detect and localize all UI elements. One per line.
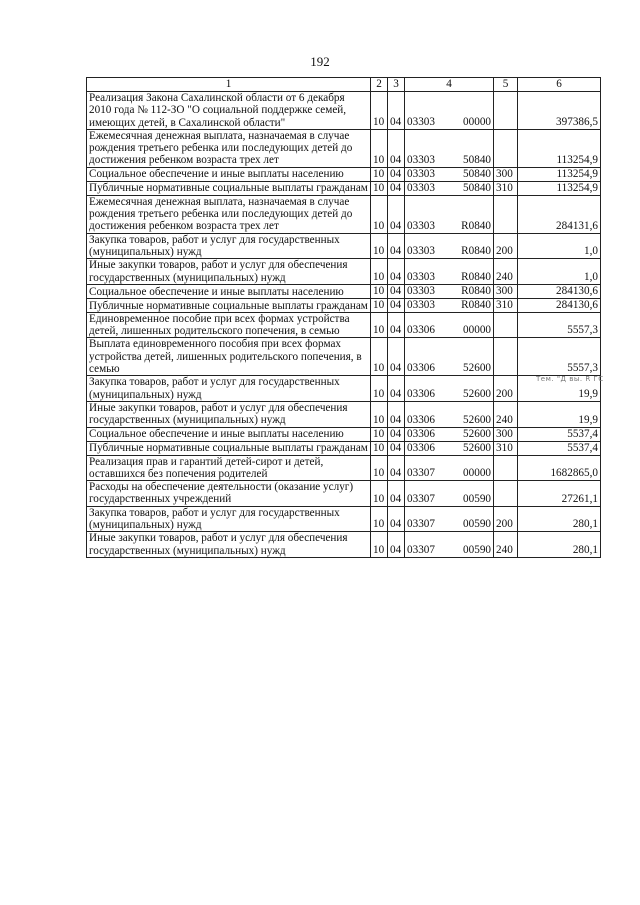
row-amount: 5537,4 — [518, 427, 601, 441]
row-section: 10 — [371, 376, 388, 402]
table-row — [87, 92, 601, 130]
row-section: 10 — [371, 481, 388, 507]
row-name: Публичные нормативные социальные выплаты гражданам — [87, 181, 371, 195]
row-expense-type: 240 — [494, 532, 518, 558]
row-target-direction: 00000 — [445, 455, 494, 481]
row-expense-type — [494, 92, 518, 130]
table-row — [87, 298, 601, 312]
row-subsection: 04 — [388, 195, 405, 233]
row-section: 10 — [371, 532, 388, 558]
row-target-program: 03307 — [405, 455, 445, 481]
row-amount: 19,9 — [518, 376, 601, 402]
row-target-program: 03303 — [405, 298, 445, 312]
row-target-program: 03306 — [405, 338, 445, 376]
row-expense-type: 240 — [494, 401, 518, 427]
table-row — [87, 129, 601, 167]
row-subsection: 04 — [388, 455, 405, 481]
row-section: 10 — [371, 298, 388, 312]
row-amount: 5557,3 — [518, 312, 601, 338]
row-section: 10 — [371, 284, 388, 298]
row-target-direction: 00000 — [445, 312, 494, 338]
row-name: Ежемесячная денежная выплата, назначаемая в случае рождения третьего ребенка или последующих детей до достижения ребенком возраста трех лет — [87, 129, 371, 167]
table-row — [87, 181, 601, 195]
row-target-program: 03303 — [405, 167, 445, 181]
table-row — [87, 441, 601, 455]
stamp-mark: Тем. "Д вы. R ГС — [536, 375, 604, 383]
row-target-direction: 00000 — [445, 92, 494, 130]
table-row — [87, 167, 601, 181]
row-subsection: 04 — [388, 167, 405, 181]
row-name: Социальное обеспечение и иные выплаты населению — [87, 167, 371, 181]
row-amount: 397386,5 — [518, 92, 601, 130]
row-expense-type: 200 — [494, 506, 518, 532]
row-target-program: 03303 — [405, 233, 445, 259]
table-row — [87, 376, 601, 402]
table-body — [87, 92, 601, 558]
row-subsection: 04 — [388, 338, 405, 376]
row-section: 10 — [371, 441, 388, 455]
row-name: Единовременное пособие при всех формах устройства детей, лишенных родительского попечения, в семью — [87, 312, 371, 338]
table-row — [87, 195, 601, 233]
row-subsection: 04 — [388, 376, 405, 402]
row-target-direction: R0840 — [445, 259, 494, 285]
row-target-direction: 50840 — [445, 167, 494, 181]
row-target-direction: 52600 — [445, 338, 494, 376]
row-expense-type — [494, 481, 518, 507]
page-number: 192 — [310, 54, 330, 69]
row-target-direction: R0840 — [445, 284, 494, 298]
row-name: Закупка товаров, работ и услуг для государственных (муниципальных) нужд — [87, 233, 371, 259]
row-expense-type: 300 — [494, 284, 518, 298]
row-target-program: 03307 — [405, 481, 445, 507]
row-amount: 1,0 — [518, 233, 601, 259]
row-target-direction: R0840 — [445, 298, 494, 312]
row-section: 10 — [371, 312, 388, 338]
row-name: Публичные нормативные социальные выплаты гражданам — [87, 441, 371, 455]
header-col-1: 1 — [87, 78, 371, 92]
row-target-program: 03303 — [405, 284, 445, 298]
header-col-3: 3 — [388, 78, 405, 92]
row-expense-type — [494, 338, 518, 376]
row-subsection: 04 — [388, 401, 405, 427]
table-header-row — [87, 78, 601, 92]
table-row — [87, 427, 601, 441]
row-name: Иные закупки товаров, работ и услуг для обеспечения государственных (муниципальных) нужд — [87, 259, 371, 285]
row-expense-type: 310 — [494, 181, 518, 195]
row-subsection: 04 — [388, 506, 405, 532]
header-col-6: 6 — [518, 78, 601, 92]
row-target-program: 03307 — [405, 506, 445, 532]
row-section: 10 — [371, 506, 388, 532]
row-amount: 113254,9 — [518, 167, 601, 181]
row-expense-type — [494, 195, 518, 233]
row-target-program: 03303 — [405, 259, 445, 285]
row-target-program: 03306 — [405, 441, 445, 455]
row-target-direction: 52600 — [445, 441, 494, 455]
table-row — [87, 455, 601, 481]
row-expense-type: 200 — [494, 376, 518, 402]
row-subsection: 04 — [388, 181, 405, 195]
row-target-direction: 52600 — [445, 427, 494, 441]
row-section: 10 — [371, 427, 388, 441]
row-expense-type: 310 — [494, 298, 518, 312]
table-row — [87, 338, 601, 376]
row-amount: 1682865,0 — [518, 455, 601, 481]
row-target-direction: 50840 — [445, 129, 494, 167]
row-amount: 280,1 — [518, 532, 601, 558]
row-subsection: 04 — [388, 129, 405, 167]
table-row — [87, 401, 601, 427]
row-amount: 284130,6 — [518, 298, 601, 312]
row-subsection: 04 — [388, 481, 405, 507]
row-subsection: 04 — [388, 284, 405, 298]
row-target-direction: 52600 — [445, 401, 494, 427]
row-target-program: 03306 — [405, 401, 445, 427]
row-target-direction: 50840 — [445, 181, 494, 195]
row-target-direction: 00590 — [445, 532, 494, 558]
row-amount: 113254,9 — [518, 181, 601, 195]
row-name: Социальное обеспечение и иные выплаты населению — [87, 284, 371, 298]
table-row — [87, 481, 601, 507]
row-subsection: 04 — [388, 532, 405, 558]
row-expense-type — [494, 129, 518, 167]
row-name: Реализация Закона Сахалинской области от 6 декабря 2010 года № 112-ЗО "О социальной поддержке семей, имеющих детей, в Сахалинской области" — [87, 92, 371, 130]
row-section: 10 — [371, 338, 388, 376]
row-amount: 1,0 — [518, 259, 601, 285]
table-row — [87, 312, 601, 338]
row-name: Иные закупки товаров, работ и услуг для обеспечения государственных (муниципальных) нужд — [87, 532, 371, 558]
row-expense-type: 300 — [494, 167, 518, 181]
table-row — [87, 506, 601, 532]
row-target-program: 03307 — [405, 532, 445, 558]
row-name: Выплата единовременного пособия при всех формах устройства детей, лишенных родительского попечения, в семью — [87, 338, 371, 376]
row-section: 10 — [371, 233, 388, 259]
row-target-program: 03306 — [405, 376, 445, 402]
row-name: Расходы на обеспечение деятельности (оказание услуг) государственных учреждений — [87, 481, 371, 507]
row-name: Закупка товаров, работ и услуг для государственных (муниципальных) нужд — [87, 506, 371, 532]
row-target-program: 03303 — [405, 181, 445, 195]
table-row — [87, 233, 601, 259]
row-amount: 284131,6 — [518, 195, 601, 233]
table-row — [87, 284, 601, 298]
row-target-direction: 00590 — [445, 481, 494, 507]
row-section: 10 — [371, 259, 388, 285]
row-name: Публичные нормативные социальные выплаты гражданам — [87, 298, 371, 312]
row-subsection: 04 — [388, 92, 405, 130]
row-expense-type: 300 — [494, 427, 518, 441]
row-expense-type: 240 — [494, 259, 518, 285]
row-section: 10 — [371, 129, 388, 167]
row-section: 10 — [371, 455, 388, 481]
row-subsection: 04 — [388, 259, 405, 285]
row-subsection: 04 — [388, 233, 405, 259]
row-target-direction: R0840 — [445, 233, 494, 259]
table-row — [87, 532, 601, 558]
row-subsection: 04 — [388, 312, 405, 338]
header-col-4: 4 — [405, 78, 494, 92]
header-col-2: 2 — [371, 78, 388, 92]
row-name: Закупка товаров, работ и услуг для государственных (муниципальных) нужд — [87, 376, 371, 402]
row-section: 10 — [371, 401, 388, 427]
row-amount: 5537,4 — [518, 441, 601, 455]
row-target-program: 03306 — [405, 312, 445, 338]
row-name: Иные закупки товаров, работ и услуг для обеспечения государственных (муниципальных) нужд — [87, 401, 371, 427]
row-section: 10 — [371, 167, 388, 181]
row-section: 10 — [371, 195, 388, 233]
row-target-direction: R0840 — [445, 195, 494, 233]
row-section: 10 — [371, 92, 388, 130]
row-amount: 113254,9 — [518, 129, 601, 167]
row-amount: 27261,1 — [518, 481, 601, 507]
row-amount: 5557,3 — [518, 338, 601, 376]
row-expense-type: 310 — [494, 441, 518, 455]
row-target-program: 03303 — [405, 129, 445, 167]
row-expense-type — [494, 455, 518, 481]
row-amount: 284130,6 — [518, 284, 601, 298]
row-subsection: 04 — [388, 441, 405, 455]
header-col-5: 5 — [494, 78, 518, 92]
row-amount: 19,9 — [518, 401, 601, 427]
row-target-direction: 00590 — [445, 506, 494, 532]
row-subsection: 04 — [388, 298, 405, 312]
row-section: 10 — [371, 181, 388, 195]
row-target-program: 03303 — [405, 92, 445, 130]
row-target-program: 03303 — [405, 195, 445, 233]
row-expense-type — [494, 312, 518, 338]
budget-table — [86, 77, 601, 558]
row-target-direction: 52600 — [445, 376, 494, 402]
row-target-program: 03306 — [405, 427, 445, 441]
row-name: Социальное обеспечение и иные выплаты населению — [87, 427, 371, 441]
row-subsection: 04 — [388, 427, 405, 441]
row-name: Ежемесячная денежная выплата, назначаемая в случае рождения третьего ребенка или последующих детей до достижения ребенком возраста трех лет — [87, 195, 371, 233]
row-expense-type: 200 — [494, 233, 518, 259]
table-row — [87, 259, 601, 285]
row-name: Реализация прав и гарантий детей-сирот и детей, оставшихся без попечения родителей — [87, 455, 371, 481]
row-amount: 280,1 — [518, 506, 601, 532]
